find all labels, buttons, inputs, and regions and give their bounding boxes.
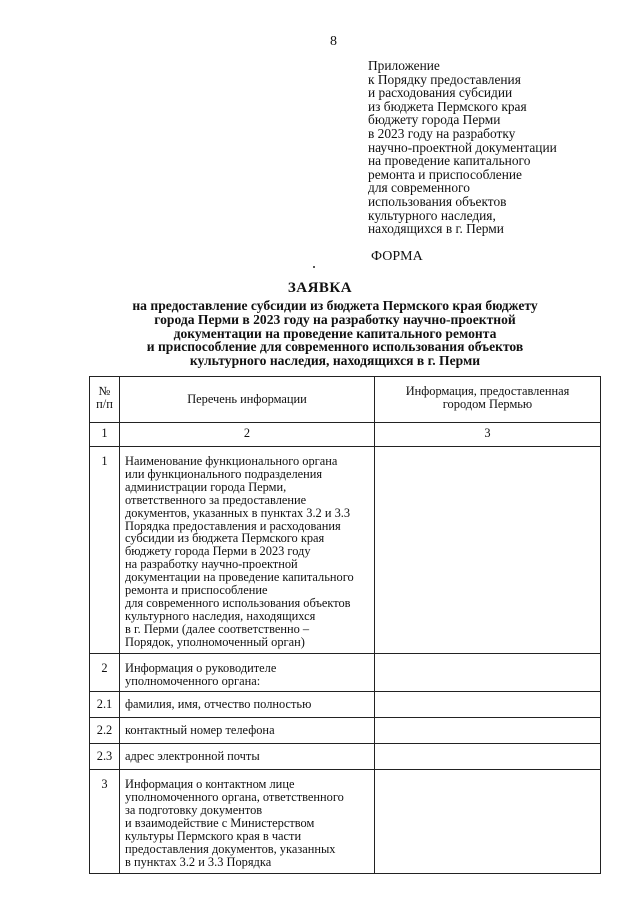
appendix-line: и расходования субсидии [368, 85, 513, 101]
row-value-cell[interactable] [375, 770, 601, 873]
appendix-line: находящихся в г. Перми [368, 221, 504, 237]
row-line: документов, указанных в пунктах 3.2 и 3.3 [125, 505, 351, 520]
row-line: бюджету города Перми в 2023 году [125, 544, 311, 559]
appendix-line: культурного наследия, [368, 207, 496, 223]
appendix-line: на проведение капитального [368, 153, 531, 169]
row-line: для современного использования объектов [125, 595, 351, 610]
subtitle-line: культурного наследия, находящихся в г. Перми [189, 353, 481, 369]
header-info [375, 377, 601, 423]
table-row [90, 653, 601, 692]
table-row [90, 718, 601, 744]
appendix-block [368, 59, 598, 236]
row-line: культуры Пермского края в части [125, 829, 302, 844]
column-number: 1 [90, 423, 120, 447]
row-number: 1 [90, 447, 120, 654]
row-line: ремонта и приспособление [125, 583, 268, 598]
row-number: 2 [90, 653, 120, 692]
appendix-line: научно-проектной документации [368, 139, 557, 155]
table-header-row [90, 377, 601, 423]
row-line: Порядка предоставления и расходования [125, 518, 341, 533]
header-list: Перечень информации [120, 377, 375, 423]
appendix-line: к Порядку предоставления [368, 71, 521, 87]
table-row [90, 744, 601, 770]
row-line: администрации города Перми, [125, 479, 287, 494]
header-num-line: № [98, 384, 111, 398]
document-subtitle [90, 299, 580, 368]
row-value-cell[interactable] [375, 744, 601, 770]
column-number: 3 [375, 423, 601, 447]
header-info-line: Информация, предоставленная [405, 384, 570, 398]
row-description [120, 770, 375, 873]
row-line: за подготовку документов [125, 803, 263, 818]
header-num-line: п/п [96, 396, 113, 411]
document-title: ЗАЯВКА [287, 280, 353, 296]
row-line: документации на проведение капитального [125, 570, 354, 585]
subtitle-line: на предоставление субсидии из бюджета Пермского края бюджету [132, 298, 538, 313]
row-description [120, 447, 375, 654]
row-value-cell[interactable] [375, 718, 601, 744]
subtitle-line: и приспособление для современного использования объектов [146, 339, 524, 355]
row-description [120, 653, 375, 692]
table-row [90, 447, 601, 654]
row-line: Порядок, уполномоченный орган) [125, 634, 305, 649]
row-line: в г. Перми (далее соответственно – [125, 621, 310, 636]
row-line: уполномоченного органа, ответственного [125, 790, 344, 805]
row-line: Информация о контактном лице [125, 777, 295, 792]
column-number-row [90, 423, 601, 447]
appendix-line: из бюджета Пермского края [368, 98, 527, 114]
header-info-line: городом Пермью [442, 396, 533, 411]
row-number: 3 [90, 770, 120, 873]
appendix-line: Приложение [368, 58, 440, 73]
row-line: в пунктах 3.2 и 3.3 Порядка [125, 854, 272, 869]
row-value-cell[interactable] [375, 692, 601, 718]
row-number: 2.2 [90, 718, 120, 744]
row-line: предоставления документов, указанных [125, 841, 336, 856]
appendix-line: ремонта и приспособление [368, 166, 522, 182]
row-line: и взаимодействие с Министерством [125, 816, 315, 831]
row-line: Наименование функционального органа [125, 454, 338, 468]
row-number: 2.1 [90, 692, 120, 718]
row-number: 2.3 [90, 744, 120, 770]
subtitle-line: документации на проведение капитального ремонта [173, 325, 497, 341]
row-description: фамилия, имя, отчество полностью [120, 692, 375, 718]
form-label: ФОРМА [371, 249, 423, 264]
appendix-line: использования объектов [368, 193, 507, 209]
row-value-cell[interactable] [375, 447, 601, 654]
table-row [90, 692, 601, 718]
table-row [90, 770, 601, 873]
appendix-line: в 2023 году на разработку [368, 125, 516, 141]
application-table [89, 376, 601, 874]
page-number: 8 [330, 34, 337, 49]
subtitle-line: города Перми в 2023 году на разработку научно-проектной [154, 311, 516, 327]
row-line: культурного наследия, находящихся [125, 608, 316, 623]
row-line: ответственного за предоставление [125, 492, 307, 507]
row-line: уполномоченного органа: [125, 673, 261, 688]
row-description: контактный номер телефона [120, 718, 375, 744]
column-number: 2 [120, 423, 375, 447]
row-value-cell[interactable] [375, 653, 601, 692]
header-num [90, 377, 120, 423]
row-description: адрес электронной почты [120, 744, 375, 770]
appendix-line: для современного [368, 180, 470, 196]
appendix-line: бюджету города Перми [368, 112, 501, 128]
row-line: или функционального подразделения [125, 466, 323, 481]
row-line: на разработку научно-проектной [125, 557, 298, 572]
row-line: Информация о руководителе [125, 660, 277, 675]
row-line: субсидии из бюджета Пермского края [125, 531, 325, 546]
stray-dot [313, 266, 315, 268]
